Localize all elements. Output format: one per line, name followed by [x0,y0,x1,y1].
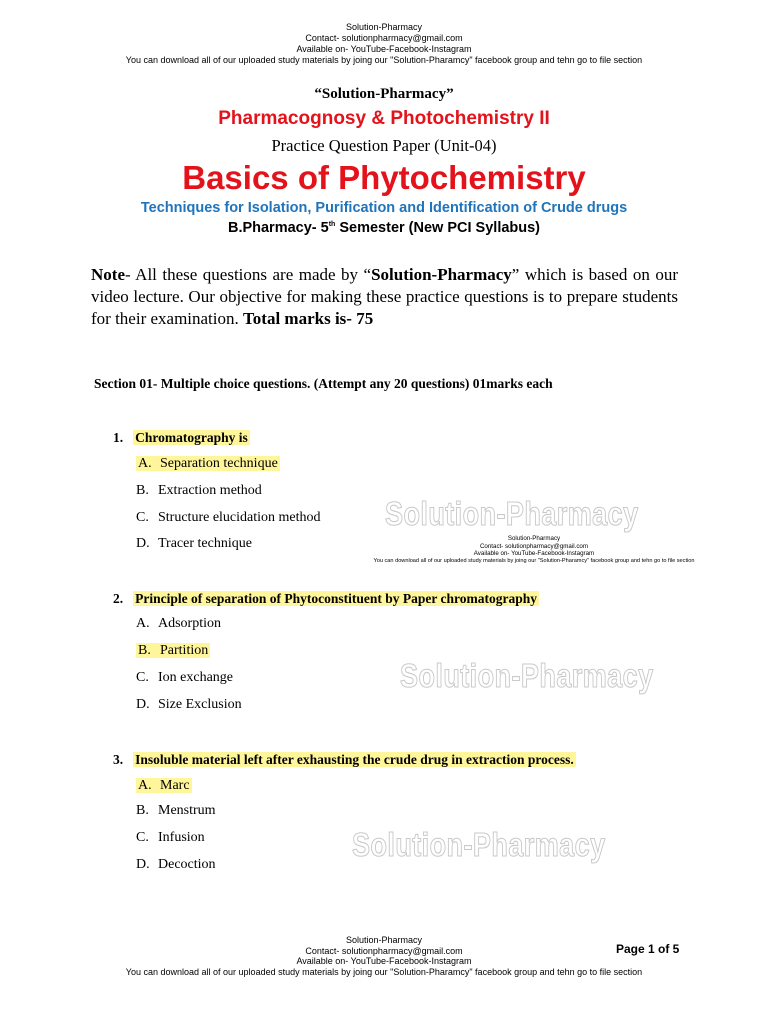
option-3d [136,857,216,873]
note-text-2: ” which is based on our video lecture. Our objective for making these practice questions is to prepare students for their examination. [91,265,678,328]
question-1 [113,429,250,447]
option-2a [136,616,221,632]
option-1d [136,536,252,552]
page-number: Page 1 of 5 [616,942,680,956]
option-text: Size Exclusion [158,697,242,712]
watermark-1: Solution-Pharmacy [385,495,639,532]
option-1c [136,510,321,526]
mini-download-note: You can download all of our uploaded study materials by joing our "Solution-Pharamcy" facebook group and tehn go to file section [373,557,695,564]
paper-title: Practice Question Paper (Unit-04) [271,136,497,155]
option-text: Adsorption [158,616,221,631]
question-2 [113,590,539,608]
brand-title: “Solution-Pharmacy” [314,86,454,102]
note-brand: Solution-Pharmacy [371,265,512,284]
note-label: Note [91,265,125,284]
course-line [0,220,768,236]
mini-brand: Solution-Pharmacy [507,535,561,542]
option-label: C. [136,670,149,685]
option-text: Tracer technique [158,536,252,551]
option-text: Infusion [158,830,205,845]
option-label: B. [136,483,149,498]
option-3b [136,803,216,819]
option-label: A. [138,778,152,793]
option-label: D. [136,536,150,551]
note-total-marks: Total marks is- 75 [243,309,374,328]
option-text: Marc [160,778,190,793]
question-text: Chromatography is [135,430,248,445]
course-suffix: Semester (New PCI Syllabus) [335,220,541,236]
option-3c [136,830,205,846]
option-text: Separation technique [160,456,278,471]
note-paragraph [91,264,678,330]
footer-download-note: You can download all of our uploaded study materials by joing our "Solution-Pharamcy" facebook group and tehn go to file section [125,966,643,977]
footer-available: Available on- YouTube-Facebook-Instagram [296,956,472,966]
top-header [0,22,768,66]
option-2b [136,643,210,659]
option-2d [136,697,242,713]
option-label: A. [138,456,152,471]
subject-title: Pharmacognosy & Photochemistry II [218,108,550,129]
mini-available: Available on- YouTube-Facebook-Instagram [473,550,595,557]
mini-contact: Contact- solutionpharmacy@gmail.com [479,542,589,550]
question-number: 2. [113,591,124,606]
question-3 [113,751,576,769]
option-text: Partition [160,643,209,658]
option-label: D. [136,857,150,872]
option-text: Menstrum [158,803,216,818]
header-contact: Contact- solutionpharmacy@gmail.com [305,33,463,43]
header-brand: Solution-Pharmacy [345,22,423,32]
question-text: Principle of separation of Phytoconstituent by Paper chromatography [135,591,537,606]
option-2c [136,670,233,686]
watermark-mini-header [318,535,750,565]
option-text: Structure elucidation method [158,510,321,525]
question-text: Insoluble material left after exhausting the crude drug in extraction process. [135,752,574,767]
section-heading: Section 01- Multiple choice questions. (Attempt any 20 questions) 01marks each [94,376,553,391]
footer-brand: Solution-Pharmacy [345,935,423,945]
option-1a [136,456,280,472]
option-label: B. [138,643,151,658]
option-label: D. [136,697,150,712]
footer-contact: Contact- solutionpharmacy@gmail.com [305,945,463,956]
header-download-note: You can download all of our uploaded study materials by joing our "Solution-Pharamcy" facebook group and tehn go to file section [125,55,643,65]
option-3a [136,778,192,794]
watermark-3: Solution-Pharmacy [352,826,606,863]
watermark-2: Solution-Pharmacy [400,657,654,694]
question-number: 3. [113,752,124,767]
option-1b [136,483,262,499]
option-label: C. [136,830,149,845]
option-label: A. [136,616,150,631]
option-label: C. [136,510,149,525]
main-title: Basics of Phytochemistry [182,159,586,196]
option-text: Decoction [158,857,216,872]
option-text: Ion exchange [158,670,234,685]
course-sup: th [328,221,336,229]
subtitle: Techniques for Isolation, Purification and Identification of Crude drugs [140,200,628,216]
question-number: 1. [113,430,124,445]
option-label: B. [136,803,149,818]
option-text: Extraction method [158,483,262,498]
header-available: Available on- YouTube-Facebook-Instagram [296,44,472,54]
course-prefix: B.Pharmacy- 5 [227,220,329,236]
note-text-1: - All these questions are made by “ [124,265,372,284]
